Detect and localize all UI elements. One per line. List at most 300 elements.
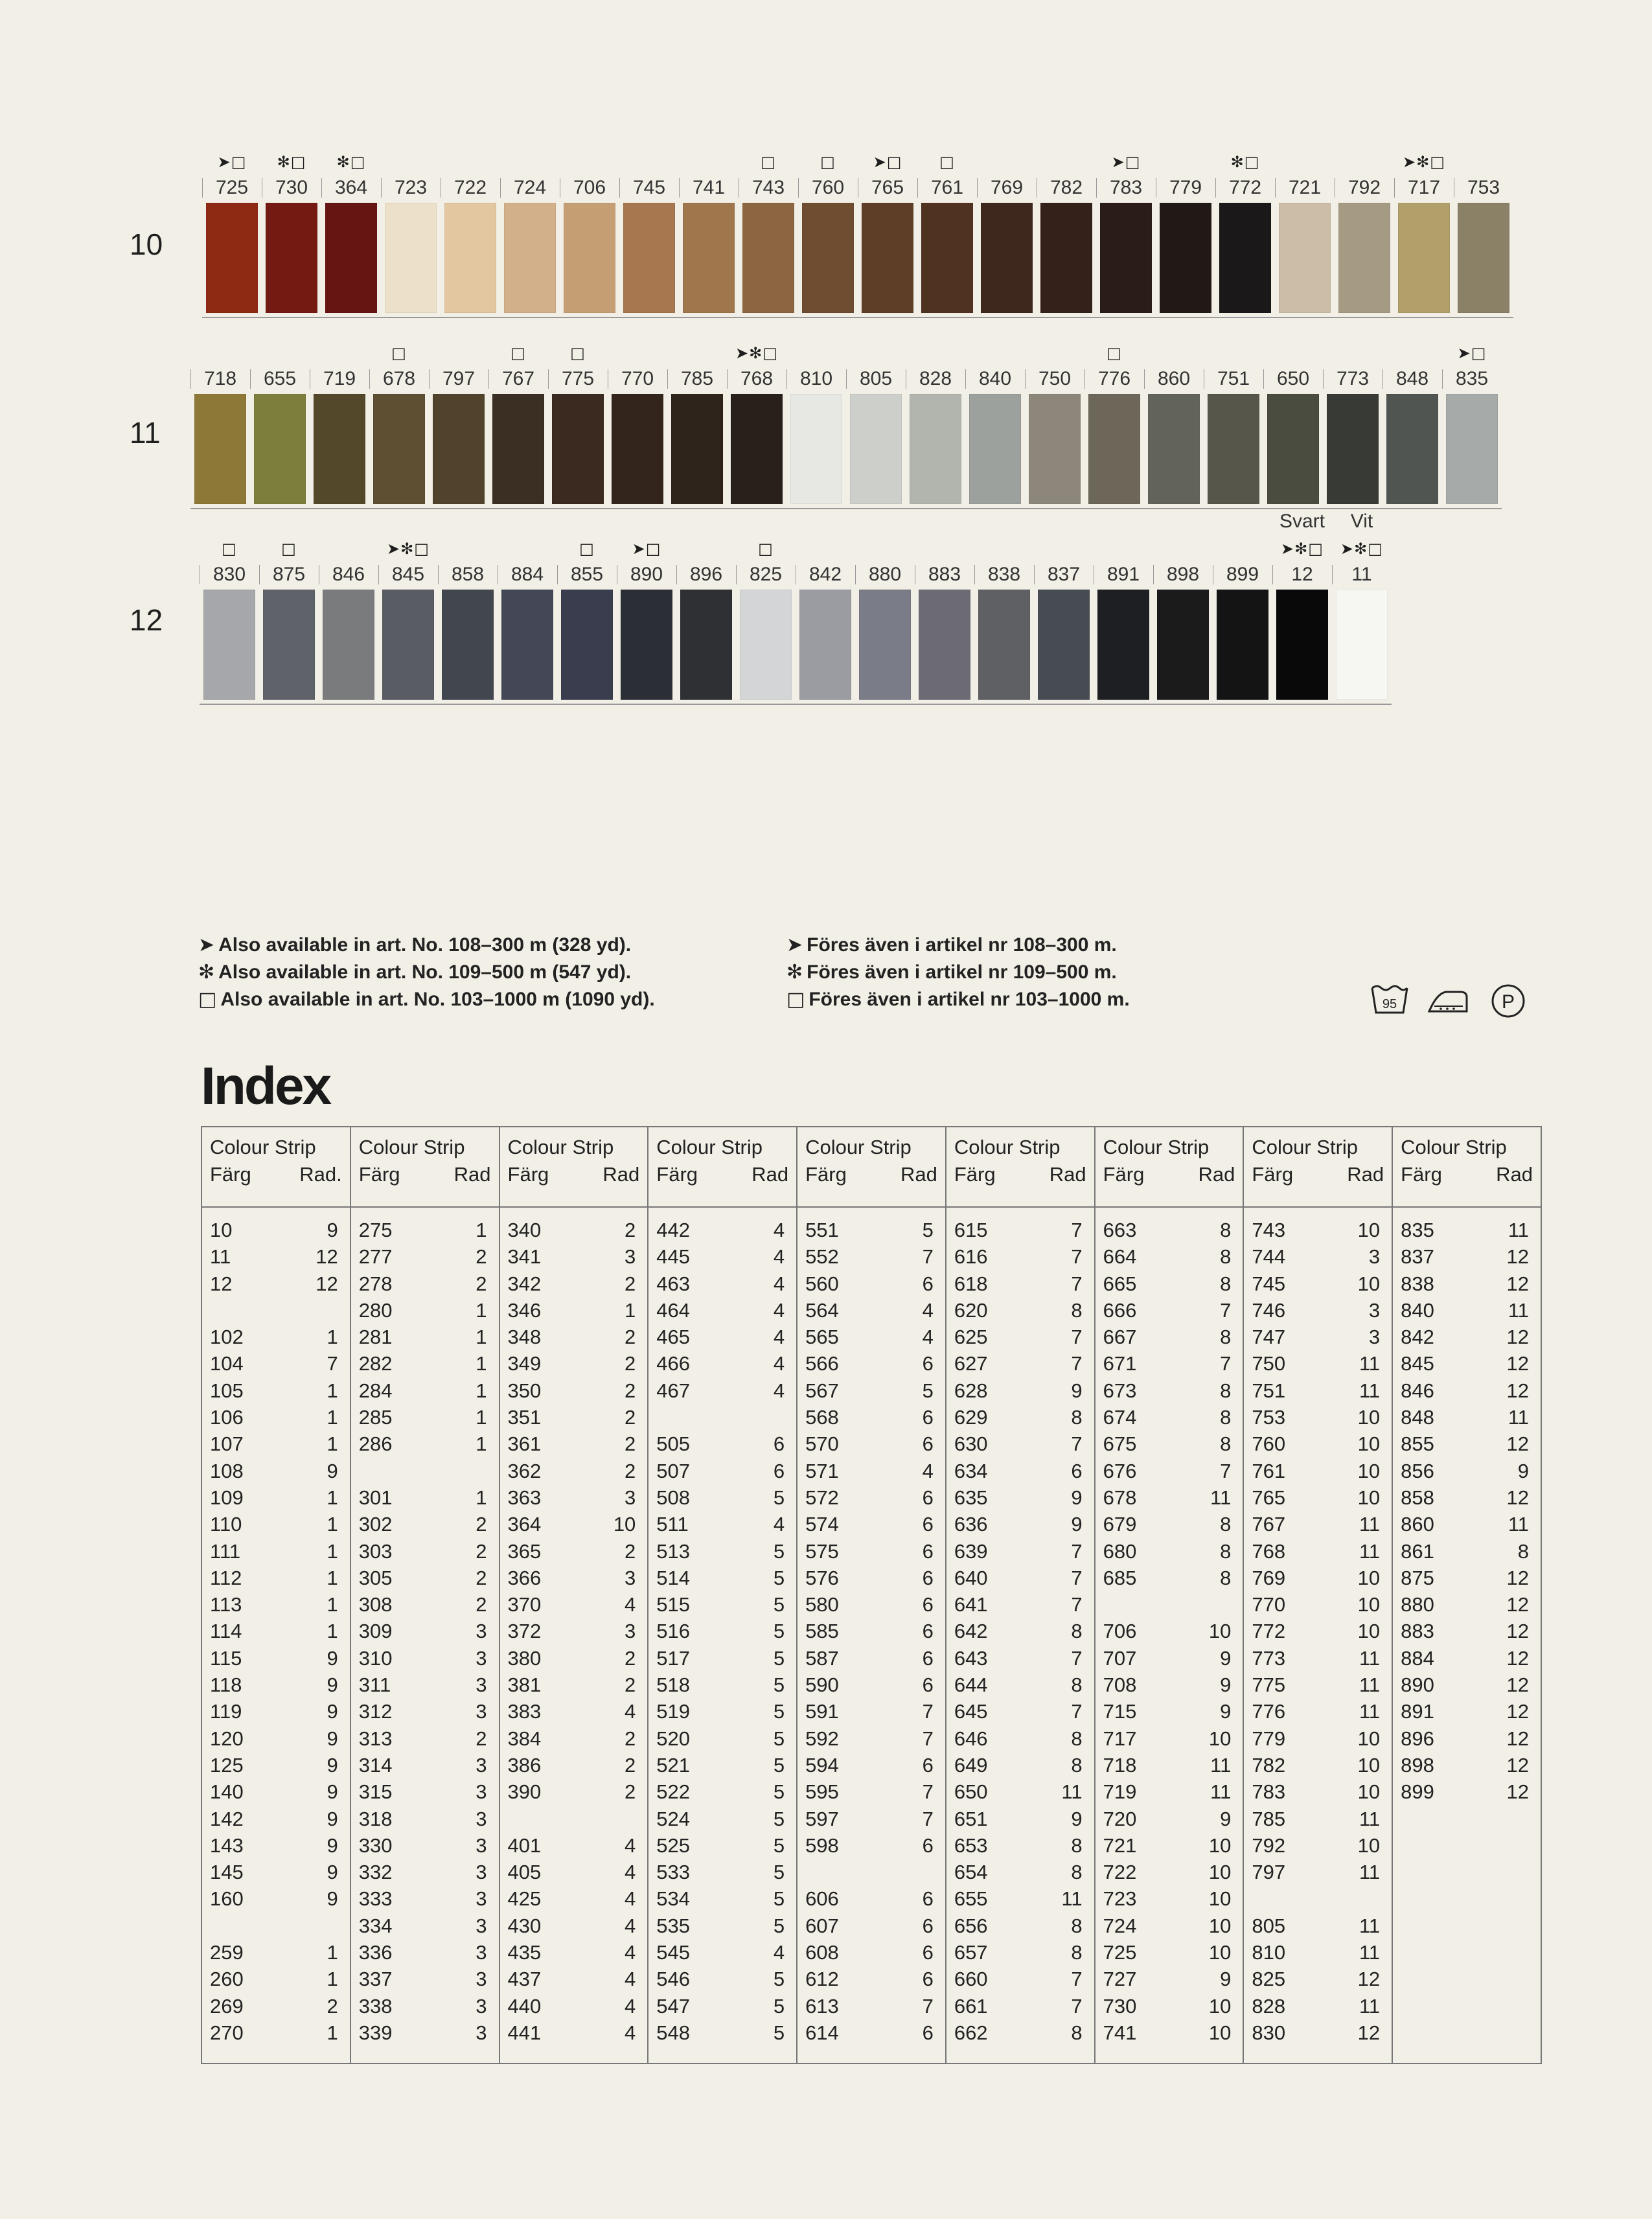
- colour-chip: [676, 539, 736, 753]
- colour-number: 797: [442, 368, 476, 389]
- entry-colour: 837: [1401, 1245, 1434, 1269]
- index-entry: [1103, 1350, 1232, 1377]
- entry-row: 10: [1357, 1219, 1381, 1241]
- entry-colour: 720: [1103, 1807, 1137, 1830]
- colour-number: 880: [868, 564, 902, 585]
- header-rad: Rad: [1347, 1163, 1384, 1186]
- entry-row: 4: [625, 1700, 636, 1723]
- entry-row: 6: [922, 1887, 934, 1911]
- colour-number: 721: [1288, 177, 1322, 198]
- header-farg: Färg: [656, 1163, 698, 1186]
- entry-row: 5: [773, 1968, 785, 1991]
- entry-colour: 112: [210, 1566, 242, 1589]
- colour-swatch: [680, 590, 732, 700]
- entry-row: 4: [625, 1941, 636, 1964]
- entry-row: 7: [1071, 1994, 1083, 2018]
- entry-row: 11: [1359, 1352, 1381, 1375]
- colour-chip: [1335, 152, 1394, 366]
- entry-colour: 792: [1252, 1834, 1286, 1857]
- entry-row: 3: [625, 1620, 636, 1643]
- availability-marks: □: [570, 344, 586, 362]
- index-entry: [210, 1832, 338, 1859]
- entry-row: 10: [1208, 1620, 1232, 1643]
- colour-swatch: [859, 590, 911, 700]
- entry-row: 3: [476, 1807, 487, 1830]
- index-entry: [1252, 1993, 1380, 2019]
- colour-swatch: [969, 394, 1021, 504]
- entry-colour: 332: [358, 1861, 393, 1884]
- index-column: [1243, 1127, 1392, 2064]
- entry-row: 6: [922, 1914, 934, 1937]
- header-rad: Rad: [751, 1163, 789, 1186]
- entry-row: 12: [1506, 1727, 1529, 1750]
- colour-swatch: [442, 590, 494, 700]
- entry-colour: 435: [507, 1941, 542, 1964]
- index-entry: [1401, 1618, 1529, 1644]
- entry-row: 7: [1220, 1298, 1232, 1322]
- entry-row: 3: [1368, 1298, 1381, 1322]
- colour-number: 750: [1038, 368, 1072, 389]
- entry-row: 7: [1071, 1700, 1083, 1723]
- colour-chip: [796, 539, 855, 753]
- colour-chip: [1204, 343, 1263, 557]
- entry-row: 4: [773, 1513, 785, 1536]
- index-entry: [1401, 1698, 1529, 1725]
- colour-number: 719: [323, 368, 356, 389]
- entry-colour: 625: [954, 1326, 988, 1349]
- availability-marks: [1204, 343, 1263, 363]
- entry-row: 10: [1357, 1727, 1381, 1750]
- entry-colour: 464: [656, 1298, 691, 1322]
- legend-text: Föres även i artikel nr 108–300 m.: [807, 934, 1117, 956]
- entry-row: 3: [476, 2021, 487, 2044]
- entry-row: 2: [476, 1539, 487, 1563]
- entry-row: 3: [476, 1914, 487, 1937]
- entry-colour: 641: [954, 1593, 988, 1616]
- index-entry: [954, 1270, 1083, 1297]
- entry-row: 3: [476, 1887, 487, 1911]
- colour-swatch: [981, 203, 1033, 313]
- entry-row: 3: [625, 1486, 636, 1509]
- colour-chip: [321, 152, 381, 366]
- entry-row: 10: [1357, 1566, 1381, 1589]
- entry-row: 4: [773, 1941, 785, 1964]
- index-entry: [210, 1672, 338, 1698]
- entry-colour: 113: [210, 1593, 242, 1616]
- entry-colour: 810: [1252, 1941, 1286, 1964]
- availability-marks: [846, 343, 906, 363]
- entry-colour: 884: [1401, 1646, 1434, 1670]
- entry-row: 1: [625, 1298, 636, 1322]
- colour-chip: [1156, 152, 1215, 366]
- entry-row: 9: [327, 1646, 338, 1670]
- entry-colour: 785: [1252, 1807, 1286, 1830]
- index-entry: [805, 1270, 934, 1297]
- colour-number: 779: [1169, 177, 1202, 198]
- index-entry: [656, 1725, 785, 1752]
- entry-colour: 346: [507, 1298, 542, 1322]
- entry-colour: 706: [1103, 1620, 1137, 1643]
- entry-colour: 856: [1401, 1459, 1434, 1482]
- entry-colour: 313: [358, 1727, 393, 1750]
- header-rad: Rad: [453, 1163, 491, 1186]
- entry-row: 6: [922, 1593, 934, 1616]
- colour-chip: [855, 539, 915, 753]
- colour-number: 773: [1336, 368, 1370, 389]
- colour-number: 875: [272, 564, 306, 585]
- entry-colour: 364: [507, 1513, 542, 1536]
- entry-row: 10: [1357, 1753, 1381, 1776]
- colour-chip: [548, 343, 608, 557]
- entry-row: 1: [327, 1566, 338, 1589]
- index-entry: [508, 1993, 636, 2019]
- entry-colour: 301: [358, 1486, 393, 1509]
- index-entry: [656, 1806, 785, 1832]
- availability-marks: ➤✻□: [1403, 153, 1445, 171]
- index-entry: [210, 1913, 338, 1939]
- availability-marks: ➤□: [217, 153, 247, 171]
- index-entry: [359, 1725, 487, 1752]
- entry-colour: 657: [954, 1941, 988, 1964]
- index-entry: [1103, 1404, 1232, 1431]
- entry-row: 5: [773, 1620, 785, 1643]
- colour-swatch: [621, 590, 672, 700]
- index-entry: [805, 1698, 934, 1725]
- entry-row: 7: [1220, 1459, 1232, 1482]
- entry-row: 3: [476, 1994, 487, 2018]
- header-farg: Färg: [1252, 1163, 1294, 1186]
- entry-colour: 655: [954, 1887, 988, 1911]
- colour-number: 835: [1455, 368, 1489, 389]
- entry-row: 4: [922, 1326, 934, 1349]
- entry-colour: 614: [805, 2021, 839, 2044]
- index-entry: [508, 1591, 636, 1618]
- entry-colour: 751: [1252, 1379, 1286, 1402]
- entry-row: 8: [1071, 1941, 1083, 1964]
- entry-colour: 630: [954, 1432, 988, 1456]
- entry-colour: 875: [1401, 1566, 1434, 1589]
- index-entry: [656, 1324, 785, 1350]
- entry-row: 5: [773, 2021, 785, 2044]
- entry-colour: 104: [210, 1352, 244, 1375]
- index-entry: [359, 1939, 487, 1966]
- entry-row: 1: [327, 1593, 338, 1616]
- entry-row: 4: [922, 1298, 934, 1322]
- entry-row: 6: [922, 1566, 934, 1589]
- entry-row: 7: [1071, 1646, 1083, 1670]
- index-entry: [1252, 1511, 1380, 1537]
- index-column: [797, 1127, 946, 2064]
- colour-number: 896: [689, 564, 723, 585]
- entry-colour: 845: [1401, 1352, 1434, 1375]
- availability-marks: [906, 343, 965, 363]
- entry-row: 11: [1359, 1646, 1381, 1670]
- colour-number: 769: [990, 177, 1024, 198]
- entry-colour: 585: [805, 1620, 839, 1643]
- entry-row: 5: [773, 1566, 785, 1589]
- availability-marks: □: [281, 540, 297, 558]
- entry-row: 6: [922, 1539, 934, 1563]
- colour-swatch: [802, 203, 854, 313]
- entry-colour: 339: [358, 2021, 393, 2044]
- entry-colour: 746: [1252, 1298, 1286, 1322]
- entry-colour: 590: [805, 1673, 839, 1697]
- index-entry: [1401, 1672, 1529, 1698]
- entry-row: 11: [1508, 1219, 1529, 1241]
- entry-colour: 635: [954, 1486, 988, 1509]
- index-entry: [656, 1565, 785, 1591]
- entry-row: 10: [1208, 1834, 1232, 1857]
- availability-marks: [190, 343, 250, 363]
- entry-row: 7: [1220, 1352, 1232, 1375]
- colour-number: 775: [561, 368, 595, 389]
- entry-colour: 525: [656, 1834, 691, 1857]
- index-entry: [656, 2019, 785, 2046]
- availability-marks: [1153, 539, 1213, 558]
- colour-swatch: [1279, 203, 1331, 313]
- entry-colour: 515: [656, 1593, 691, 1616]
- index-entry: [1103, 1832, 1232, 1859]
- header-farg: Färg: [1103, 1163, 1145, 1186]
- entry-colour: 835: [1401, 1219, 1434, 1241]
- index-entry: [805, 1324, 934, 1350]
- entry-colour: 513: [656, 1539, 691, 1563]
- entry-row: 7: [922, 1994, 934, 2018]
- index-entry: [954, 1913, 1083, 1939]
- entry-row: 4: [922, 1459, 934, 1482]
- colour-swatch: [799, 590, 851, 700]
- colour-chip: [319, 539, 378, 753]
- entry-colour: 442: [656, 1219, 691, 1241]
- entry-row: 10: [1357, 1272, 1381, 1295]
- entry-row: 10: [1357, 1486, 1381, 1509]
- index-entry: [1252, 1243, 1380, 1270]
- entry-colour: 269: [210, 1994, 244, 2018]
- entry-row: 9: [1220, 1673, 1232, 1697]
- index-entry: [508, 1565, 636, 1591]
- index-entry: [1401, 1297, 1529, 1324]
- colour-swatch: [1148, 394, 1200, 504]
- index-entry: [1103, 1324, 1232, 1350]
- entry-colour: 722: [1103, 1861, 1137, 1884]
- index-entry: [359, 1966, 487, 1992]
- header-farg: Färg: [1401, 1163, 1442, 1186]
- availability-marks: [1323, 343, 1382, 363]
- colour-chip: [1037, 152, 1096, 366]
- index-entry: [656, 1939, 785, 1966]
- entry-colour: 649: [954, 1753, 988, 1776]
- entry-row: 6: [922, 1620, 934, 1643]
- index-entry: [1401, 1217, 1529, 1243]
- entry-row: 10: [613, 1513, 636, 1536]
- entry-colour: 643: [954, 1646, 988, 1670]
- legend-swedish: [786, 932, 1130, 1013]
- entry-row: 5: [773, 1539, 785, 1563]
- entry-colour: 715: [1103, 1700, 1137, 1723]
- index-entry: [359, 1778, 487, 1805]
- colour-swatch: [1386, 394, 1438, 504]
- colour-chip: [608, 343, 667, 557]
- index-entry: [1103, 1217, 1232, 1243]
- entry-colour: 303: [358, 1539, 393, 1563]
- strip-row-number: 10: [130, 227, 163, 261]
- entry-colour: 330: [358, 1834, 393, 1857]
- index-entry: [1103, 1538, 1232, 1565]
- entry-row: 6: [773, 1432, 785, 1456]
- availability-marks: [679, 152, 739, 172]
- entry-colour: 664: [1103, 1245, 1137, 1269]
- entry-row: 7: [327, 1352, 338, 1375]
- colour-chip: [977, 152, 1037, 366]
- colour-number: 650: [1276, 368, 1310, 389]
- index-column: [1392, 1127, 1541, 2064]
- index-entry: [656, 1645, 785, 1672]
- colour-swatch: [742, 203, 794, 313]
- entry-colour: 723: [1103, 1887, 1137, 1911]
- entry-colour: 270: [210, 2021, 244, 2044]
- index-entry: [210, 2019, 338, 2046]
- colour-chip: [798, 152, 858, 366]
- colour-swatch: [1219, 203, 1271, 313]
- index-entry: [656, 1752, 785, 1778]
- entry-row: 3: [476, 1780, 487, 1804]
- colour-number: 883: [928, 564, 961, 585]
- entry-colour: 880: [1401, 1593, 1434, 1616]
- index-entry: [508, 1404, 636, 1431]
- entry-colour: 725: [1103, 1941, 1137, 1964]
- colour-swatch: [385, 203, 437, 313]
- index-entry: [210, 1993, 338, 2019]
- index-entry: [508, 1350, 636, 1377]
- entry-colour: 110: [210, 1513, 242, 1536]
- availability-marks: [1034, 539, 1094, 558]
- entry-colour: 805: [1252, 1914, 1286, 1937]
- entry-colour: 828: [1252, 1994, 1286, 2018]
- colour-number: 783: [1109, 177, 1143, 198]
- colour-chip: [488, 343, 548, 557]
- entry-row: 6: [922, 1753, 934, 1776]
- index-entry: [805, 1725, 934, 1752]
- strip-baseline: [190, 508, 1502, 509]
- entry-row: 6: [922, 1513, 934, 1536]
- entry-row: 12: [1357, 1968, 1381, 1991]
- entry-row: 9: [1071, 1379, 1083, 1402]
- index-entry: [1103, 1511, 1232, 1537]
- entry-colour: 372: [507, 1620, 542, 1643]
- index-entry: [210, 1645, 338, 1672]
- index-entry: [508, 1458, 636, 1484]
- index-entry: [954, 1458, 1083, 1484]
- index-entry: [805, 1966, 934, 1992]
- entry-row: 1: [476, 1432, 487, 1456]
- entry-row: 11: [1210, 1780, 1232, 1804]
- entry-row: 5: [773, 1780, 785, 1804]
- entry-colour: 511: [656, 1513, 689, 1536]
- entry-row: 10: [1357, 1780, 1381, 1804]
- entry-colour: 302: [358, 1513, 393, 1536]
- entry-row: 5: [773, 1914, 785, 1937]
- index-entry: [210, 1217, 338, 1243]
- colour-swatch: [504, 203, 556, 313]
- arrow-symbol: ➤: [786, 934, 803, 956]
- index-entry: [954, 1778, 1083, 1805]
- entry-colour: 891: [1401, 1700, 1434, 1723]
- entry-row: 9: [327, 1727, 338, 1750]
- column-header: [1096, 1127, 1243, 1188]
- entry-colour: 286: [358, 1432, 393, 1456]
- entry-colour: 594: [805, 1753, 839, 1776]
- colour-chip: [441, 152, 500, 366]
- index-entry: [359, 1859, 487, 1885]
- entry-row: 11: [1359, 1700, 1381, 1723]
- entry-row: 9: [327, 1700, 338, 1723]
- entry-row: 12: [1506, 1620, 1529, 1643]
- entry-colour: 721: [1103, 1834, 1137, 1857]
- index-entry: [210, 1885, 338, 1912]
- entry-colour: 160: [210, 1887, 244, 1911]
- entry-colour: 724: [1103, 1914, 1137, 1937]
- colour-swatch: [1338, 203, 1390, 313]
- availability-marks: ➤✻□: [1340, 540, 1383, 558]
- index-entry: [954, 1377, 1083, 1404]
- index-entry: [805, 1778, 934, 1805]
- entry-colour: 260: [210, 1968, 244, 1991]
- index-entry: [656, 1270, 785, 1297]
- entry-row: 12: [1357, 2021, 1381, 2044]
- entry-colour: 342: [507, 1272, 542, 1295]
- index-entry: [1252, 1297, 1380, 1324]
- entry-row: 8: [1220, 1406, 1232, 1429]
- entry-row: 10: [1208, 1727, 1232, 1750]
- column-header: [500, 1127, 648, 1188]
- entry-colour: 597: [805, 1807, 839, 1830]
- entry-colour: 12: [210, 1272, 233, 1295]
- colour-chip: [190, 343, 250, 557]
- availability-marks: ➤□: [1111, 153, 1141, 171]
- column-header: [797, 1127, 945, 1188]
- index-entry: [359, 1565, 487, 1591]
- availability-marks: [667, 343, 727, 363]
- index-entry: [954, 1859, 1083, 1885]
- availability-marks: [796, 539, 855, 558]
- entry-colour: 524: [656, 1807, 691, 1830]
- colour-strip-row: [0, 343, 1652, 557]
- colour-swatch: [1208, 394, 1259, 504]
- index-entry: [1103, 1806, 1232, 1832]
- entry-colour: 383: [507, 1700, 542, 1723]
- availability-marks: [1156, 152, 1215, 172]
- index-entry: [1252, 2019, 1380, 2046]
- colour-swatch: [862, 203, 913, 313]
- index-entry: [954, 1618, 1083, 1644]
- colour-chip: [369, 343, 429, 557]
- entry-colour: 565: [805, 1326, 839, 1349]
- colour-number: 770: [621, 368, 654, 389]
- index-entry: [954, 1993, 1083, 2019]
- entry-colour: 315: [358, 1780, 393, 1804]
- index-entry: [805, 1243, 934, 1270]
- index-entry: [210, 1752, 338, 1778]
- index-entry: [656, 1885, 785, 1912]
- colour-number: 898: [1166, 564, 1200, 585]
- entry-colour: 653: [954, 1834, 988, 1857]
- entry-colour: 516: [656, 1620, 691, 1643]
- index-entry: [1103, 2019, 1232, 2046]
- entry-row: 3: [476, 1646, 487, 1670]
- index-entry: [1401, 1458, 1529, 1484]
- svg-text:95: 95: [1382, 997, 1397, 1011]
- entry-colour: 109: [210, 1486, 244, 1509]
